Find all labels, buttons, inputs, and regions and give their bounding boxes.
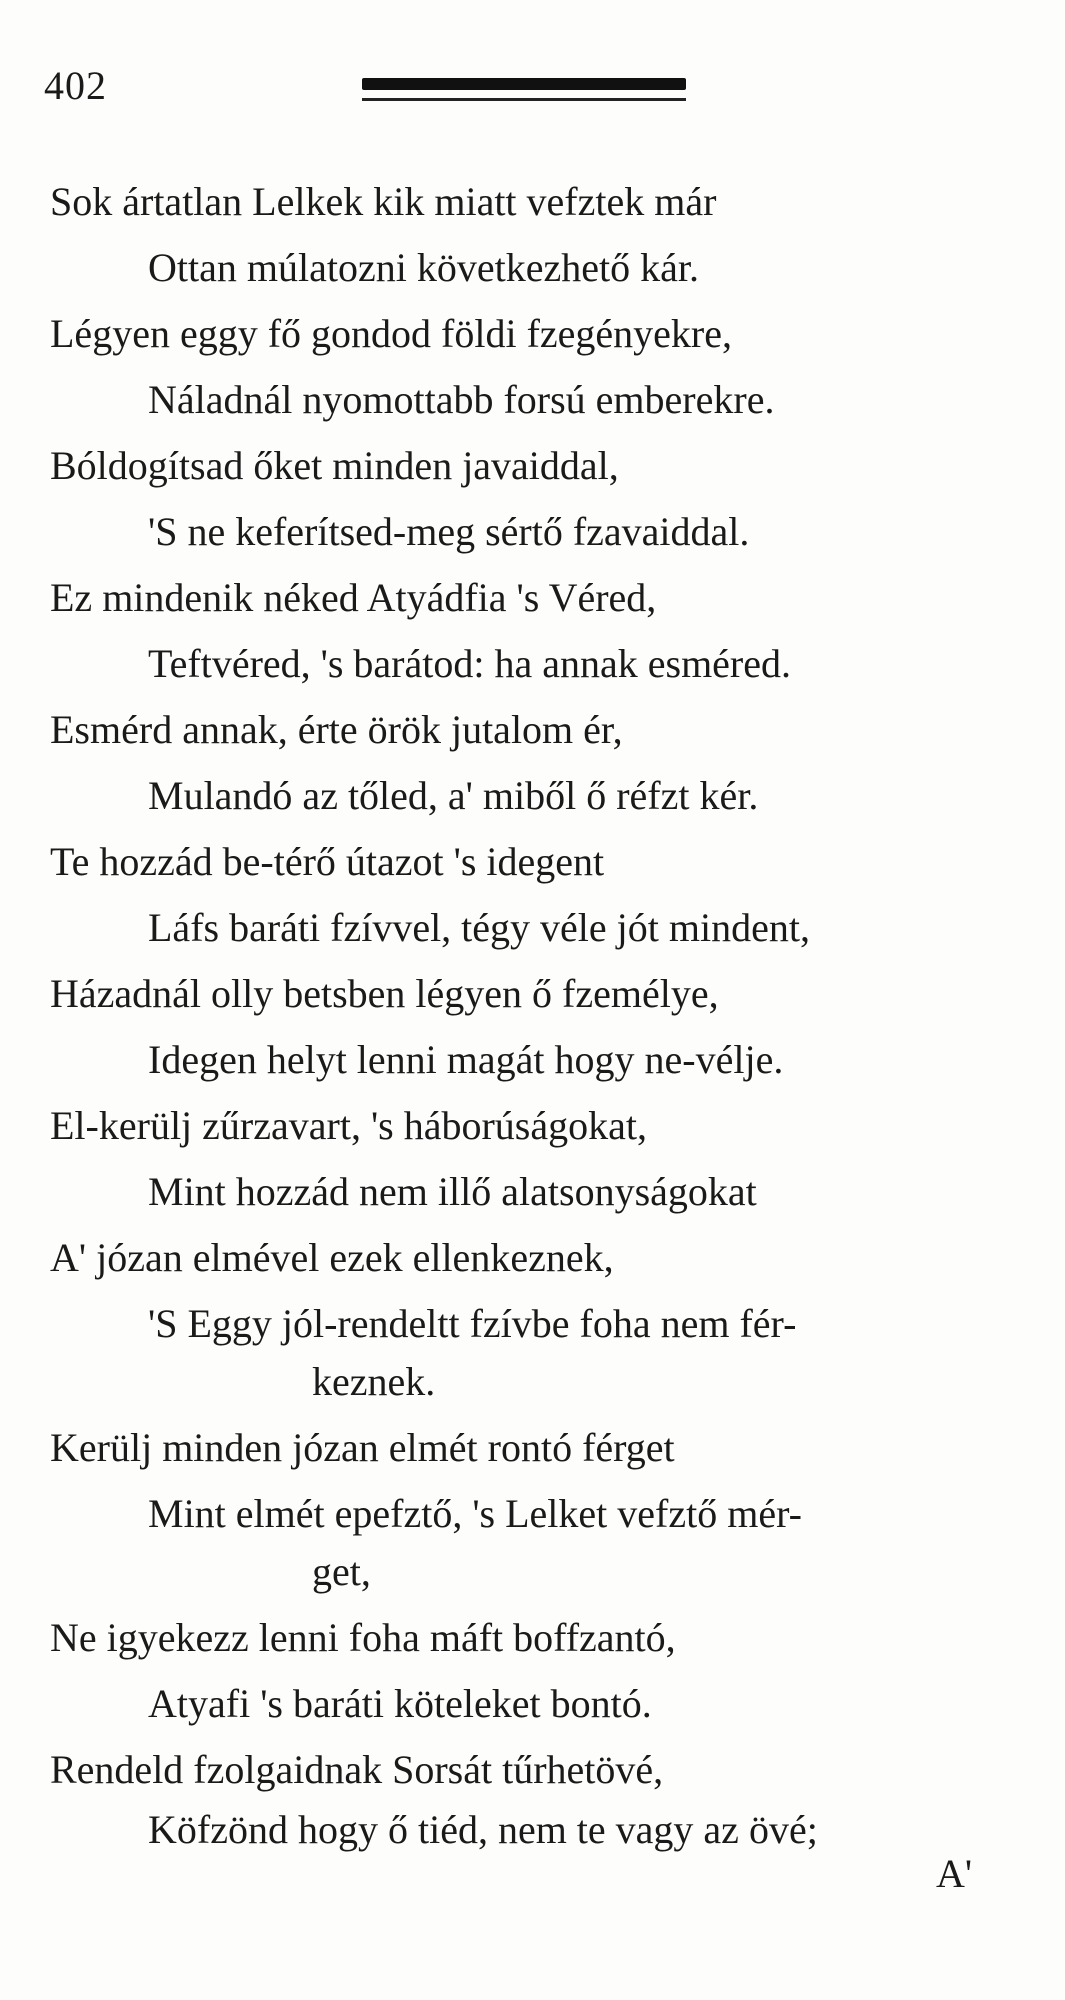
verse-line: Mint elmét epefztő, 's Lelket vefztő mér- [148,1491,802,1536]
verse-line: Rendeld fzolgaidnak Sorsát tűrhetövé, [50,1747,664,1792]
verse-line: Náladnál nyomottabb forsú emberekre. [148,377,775,422]
verse-line: Ez mindenik néked Atyádfia 's Véred, [50,575,657,620]
verse-line: Esmérd annak, érte örök jutalom ér, [50,707,623,752]
catchword: A' [936,1851,973,1896]
verse-line: Láfs baráti fzívvel, tégy véle jót mindent, [148,905,810,950]
verse-line: Köfzönd hogy ő tiéd, nem te vagy az övé; [148,1807,818,1852]
verse-line: Mulandó az tőled, a' miből ő réfzt kér. [148,773,759,818]
header-rule-thin [362,98,686,101]
verse-line: Kerülj minden józan elmét rontó férget [50,1425,675,1470]
verse-line: 'S Eggy jól-rendeltt fzívbe foha nem fér- [148,1301,797,1346]
verse-line: Ne igyekezz lenni foha máft boffzantó, [50,1615,676,1660]
verse-line: Ottan múlatozni következhető kár. [148,245,699,290]
header-rule [362,78,686,90]
verse-line-continuation: get, [312,1549,371,1594]
verse-line: Atyafi 's baráti köteleket bontó. [148,1681,652,1726]
verse-line: Házadnál olly betsben légyen ő fzemélye, [50,971,719,1016]
verse-line: Légyen eggy fő gondod földi fzegényekre, [50,311,732,356]
verse-line: Te hozzád be-térő útazot 's idegent [50,839,605,884]
verse-line: Mint hozzád nem illő alatsonyságokat [148,1169,757,1214]
verse-line-continuation: keznek. [312,1359,436,1404]
verse-line: El-kerülj zűrzavart, 's háborúságokat, [50,1103,647,1148]
verse-line: Idegen helyt lenni magát hogy ne-vélje. [148,1037,784,1082]
page-number: 402 [44,63,107,108]
verse-line: Teftvéred, 's barátod: ha annak esméred. [148,641,792,686]
verse-line: Sok ártatlan Lelkek kik miatt vefztek már [50,179,717,224]
verse-line: Bóldogítsad őket minden javaiddal, [50,443,619,488]
verse-line: 'S ne keferítsed-meg sértő fzavaiddal. [148,509,750,554]
verse-line: A' józan elmével ezek ellenkeznek, [50,1235,614,1280]
